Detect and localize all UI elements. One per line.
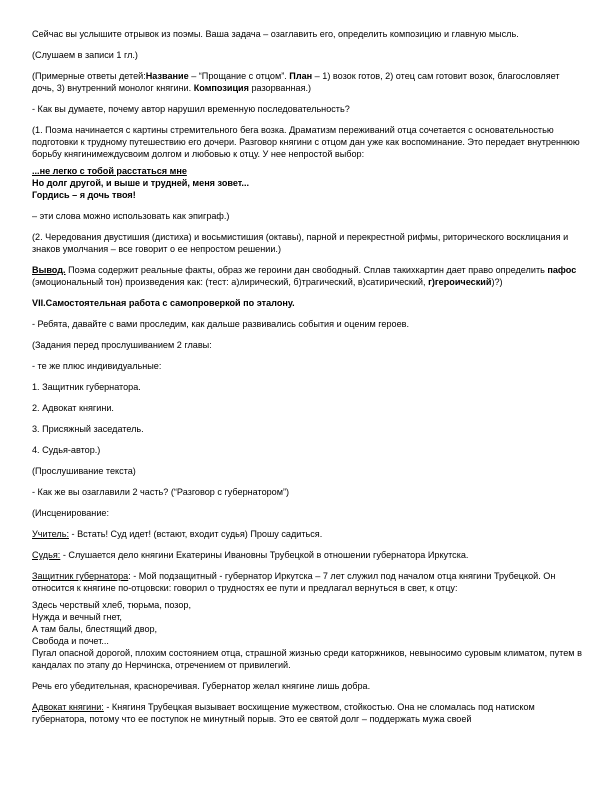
advocate-line	[32, 701, 582, 725]
speaker-defender: Защитник губернатора	[32, 571, 129, 581]
defender-speech: : - Мой подзащитный - губернатор Иркутска – 7 лет служил под началом отца княгини Трубецкой. Он относится к княгине по-отцовски: говорил о трудностях ее пути и предлагал вернуться в свет, к отцу:	[32, 571, 556, 593]
title-question: - Как же вы озаглавили 2 часть? (“Разговор с губернатором”)	[32, 487, 290, 497]
speaker-advocate: Адвокат княгини:	[32, 702, 104, 712]
poem-continuation: Пугал опасной дорогой, плохим состоянием отца, страшной жизнью среди каторжников, невыносимо суровым климатом, путем в кандалах по этапу до Нерчинска, отречением от привилегий.	[32, 648, 582, 670]
speaker-teacher: Учитель:	[32, 529, 69, 539]
epigraph-note: – эти слова можно использовать как эпиграф.)	[32, 211, 230, 221]
quote-line: Гордись – я дочь твоя!	[32, 190, 136, 200]
epigraph-quote	[32, 165, 582, 201]
composition-text: разорванная.)	[248, 83, 312, 93]
document-page	[32, 28, 582, 734]
follow-events-paragraph: - Ребята, давайте с вами проследим, как дальше развивались события и оценим героев.	[32, 319, 409, 329]
conclusion-paragraph	[32, 264, 582, 288]
defender-line	[32, 570, 582, 594]
plan-term: План	[289, 71, 313, 81]
plan-text: – 1) возок готов, 2) отец сам готовит возок, благословляет дочь, 3) внутренний монолог княгини.	[32, 71, 560, 93]
task-item: 2. Адвокат княгини.	[32, 403, 114, 413]
section-heading: VII.Самостоятельная работа с самопроверкой по эталону.	[32, 298, 295, 308]
heroic-option: г)героический	[428, 277, 492, 287]
conclusion-term: Вывод.	[32, 265, 66, 275]
pathos-term: пафос	[547, 265, 577, 275]
sample-answers-paragraph	[32, 70, 582, 94]
question-paragraph: - Как вы думаете, почему автор нарушил временную последовательность?	[32, 104, 350, 114]
tasks-individual: - те же плюс индивидуальные:	[32, 361, 162, 371]
answer-1-paragraph: (1. Поэма начинается с картины стремительного бега возка. Драматизм переживаний отца сочетается с основательностью подготовки к трудному путешествию его дочери. Разговор княгини с отцом дан уже как воспоминание. Это передает внутреннюю борьбу княгинимеждусвоим долгом и любовью к отцу. У нее непростой выбор:	[32, 125, 580, 159]
answer-2-paragraph: (2. Чередования двустишия (дистиха) и восьмистишия (октавы), парной и перекрестной рифмы, риторического восклицания и знаков умолчания – все говорит о ее непростом решении.)	[32, 232, 569, 254]
title-text: – “Прощание с отцом”.	[188, 71, 290, 81]
listening-text-note: (Прослушивание текста)	[32, 466, 136, 476]
task-item: 4. Судья-автор.)	[32, 445, 101, 455]
conclusion-end: )?)	[491, 277, 503, 287]
conclusion-text: Поэма содержит реальные факты, образ же героини дан свободный. Сплав такихкартин дает право определить	[65, 265, 548, 275]
composition-term: Композиция	[193, 83, 249, 93]
quote-line: ...не легко с тобой расстаться мне	[32, 166, 187, 176]
speaker-judge: Судья:	[32, 550, 61, 560]
tasks-intro: (Задания перед прослушиванием 2 главы:	[32, 340, 212, 350]
defender-conclusion: Речь его убедительная, красноречивая. Губернатор желал княгине лишь добра.	[32, 681, 371, 691]
listening-note: (Слушаем в записи 1 гл.)	[32, 50, 138, 60]
poem-line: Здесь черствый хлеб, тюрьма, позор,	[32, 600, 192, 610]
task-item: 1. Защитник губернатора.	[32, 382, 141, 392]
advocate-speech: - Княгиня Трубецкая вызывает восхищение мужеством, стойкостью. Она не сломалась под натиском губернатора, потому что ее поступок не минутный порыв. Это ее святой долг – поддержать мужа своей	[32, 702, 535, 724]
judge-line	[32, 549, 582, 561]
task-item: 3. Присяжный заседатель.	[32, 424, 144, 434]
quote-line: Но долг другой, и выше и трудней, меня зовет...	[32, 178, 250, 188]
judge-speech: - Слушается дело княгини Екатерины Ивановны Трубецкой в отношении губернатора Иркутска.	[60, 550, 469, 560]
intro-paragraph: Сейчас вы услышите отрывок из поэмы. Ваша задача – озаглавить его, определить композицию и главную мысль.	[32, 29, 519, 39]
poem-line: А там балы, блестящий двор,	[32, 624, 158, 634]
staging-note: (Инсценирование:	[32, 508, 109, 518]
teacher-speech: - Встать! Суд идет! (встают, входит судья) Прошу садиться.	[68, 529, 323, 539]
teacher-line	[32, 528, 582, 540]
poem-quote	[32, 599, 582, 671]
pathos-text: (эмоциональный тон) произведения как: (тест: а)лирический, б)трагический, в)сатирический,	[32, 277, 429, 287]
title-term: Название	[145, 71, 189, 81]
poem-line: Нужда и вечный гнет,	[32, 612, 122, 622]
poem-line: Свобода и почет...	[32, 636, 109, 646]
answers-lead: (Примерные ответы детей:	[32, 71, 146, 81]
